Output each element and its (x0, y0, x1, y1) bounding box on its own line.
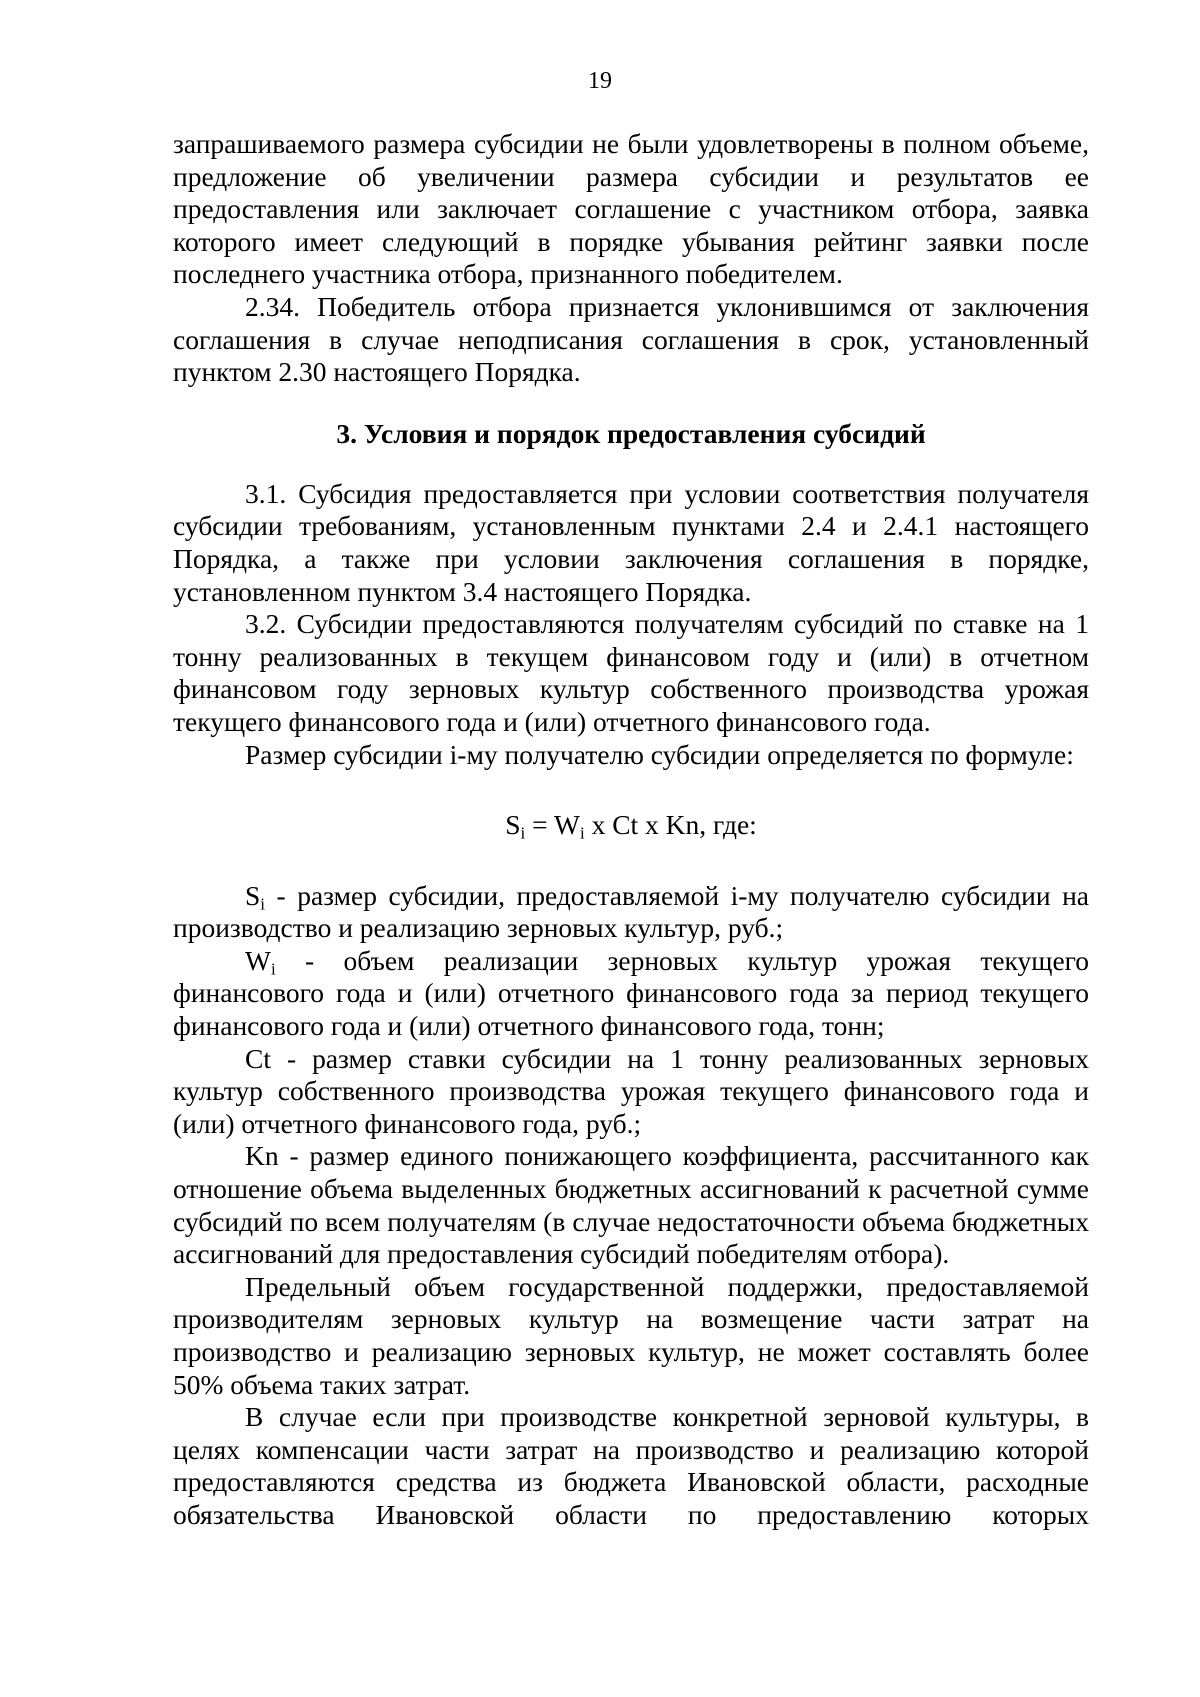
page-number: 19 (588, 68, 612, 94)
formula-eq: = (525, 809, 554, 841)
definition-w (173, 945, 1089, 1043)
definition-kn (173, 1140, 1089, 1270)
formula-s-sub: i (520, 823, 526, 843)
formula-s: S (505, 809, 521, 841)
section-heading: 3. Условия и порядок предоставления субсидий (336, 417, 926, 449)
formula-rest: x Ct x Kn, где: (584, 809, 757, 841)
paragraph-formula-intro: Размер субсидии i-му получателю субсидии определяется по формуле: (245, 738, 1074, 770)
definition-symbol: W (245, 944, 271, 976)
paragraph-3-1: 3.1. Субсидия предоставляется при условии соответствия получателя субсидии требованиям, установленным пунктами 2.4 и 2.4.1 настоящего Порядка, а также при условии заключения соглашения в порядке, установленном пунктом 3.4 настоящего Порядка. (173, 477, 1089, 607)
paragraph-2-34: 2.34. Победитель отбора признается уклонившимся от заключения соглашения в случае неподписания соглашения в срок, установленный пунктом 2.30 настоящего Порядка. (173, 290, 1089, 388)
paragraph-support-limit: Предельный объем государственной поддержки, предоставляемой производителям зерновых культур на возмещение части затрат на производство и реализацию зерновых культур, не может составлять более 50% объема таких затрат. (173, 1270, 1089, 1400)
paragraph-3-2: 3.2. Субсидии предоставляются получателям субсидий по ставке на 1 тонну реализованных в текущем финансовом году и (или) в отчетном финансовом году зерновых культур собственного производства урожая текущего финансового года и (или) отчетного финансового года. (173, 608, 1089, 737)
definition-text: - размер единого понижающего коэффициента, рассчитанного как отношение объема выделенных бюджетных ассигнований к расчетной сумме субсидий по всем получателям (в случае недостаточности объема бюджетных ассигнований для предоставления субсидий победителям отбора). (173, 1140, 1089, 1270)
definition-subscript: i (260, 893, 266, 913)
definition-s (173, 880, 1089, 945)
formula-w: W (554, 809, 580, 841)
definition-symbol: S (245, 879, 261, 911)
definition-text: - размер субсидии, предоставляемой i-му получателю субсидии на производство и реализацию зерновых культур, руб.; (173, 879, 1089, 944)
document-body (173, 128, 1089, 1532)
formula-w-sub: i (579, 823, 585, 843)
formula (173, 809, 1089, 842)
definition-symbol: Ct (245, 1042, 271, 1074)
paragraph-grain-culture: В случае если при производстве конкретной зерновой культуры, в целях компенсации части затрат на производство и реализацию которой предоставляются средства из бюджета Ивановской области, расходные обязательства Ивановской области по предоставлению которых (173, 1401, 1089, 1530)
paragraph-continuation: запрашиваемого размера субсидии не были удовлетворены в полном объеме, предложение об увеличении размера субсидии и результатов ее предоставления или заключает соглашение с участником отбора, заявка которого имеет следующий в порядке убывания рейтинг заявки после последнего участника отбора, признанного победителем. (173, 128, 1089, 290)
definition-subscript: i (270, 959, 276, 979)
definition-ct (173, 1043, 1089, 1141)
definition-text: - размер ставки субсидии на 1 тонну реализованных зерновых культур собственного производства урожая текущего финансового года и (или) отчетного финансового года, руб.; (173, 1042, 1089, 1139)
definition-symbol: Kn (245, 1140, 279, 1172)
definition-text: - объем реализации зерновых культур урожая текущего финансового года и (или) отчетного финансового года за период текущего финансового года и (или) отчетного финансового года, тонн; (173, 944, 1089, 1042)
